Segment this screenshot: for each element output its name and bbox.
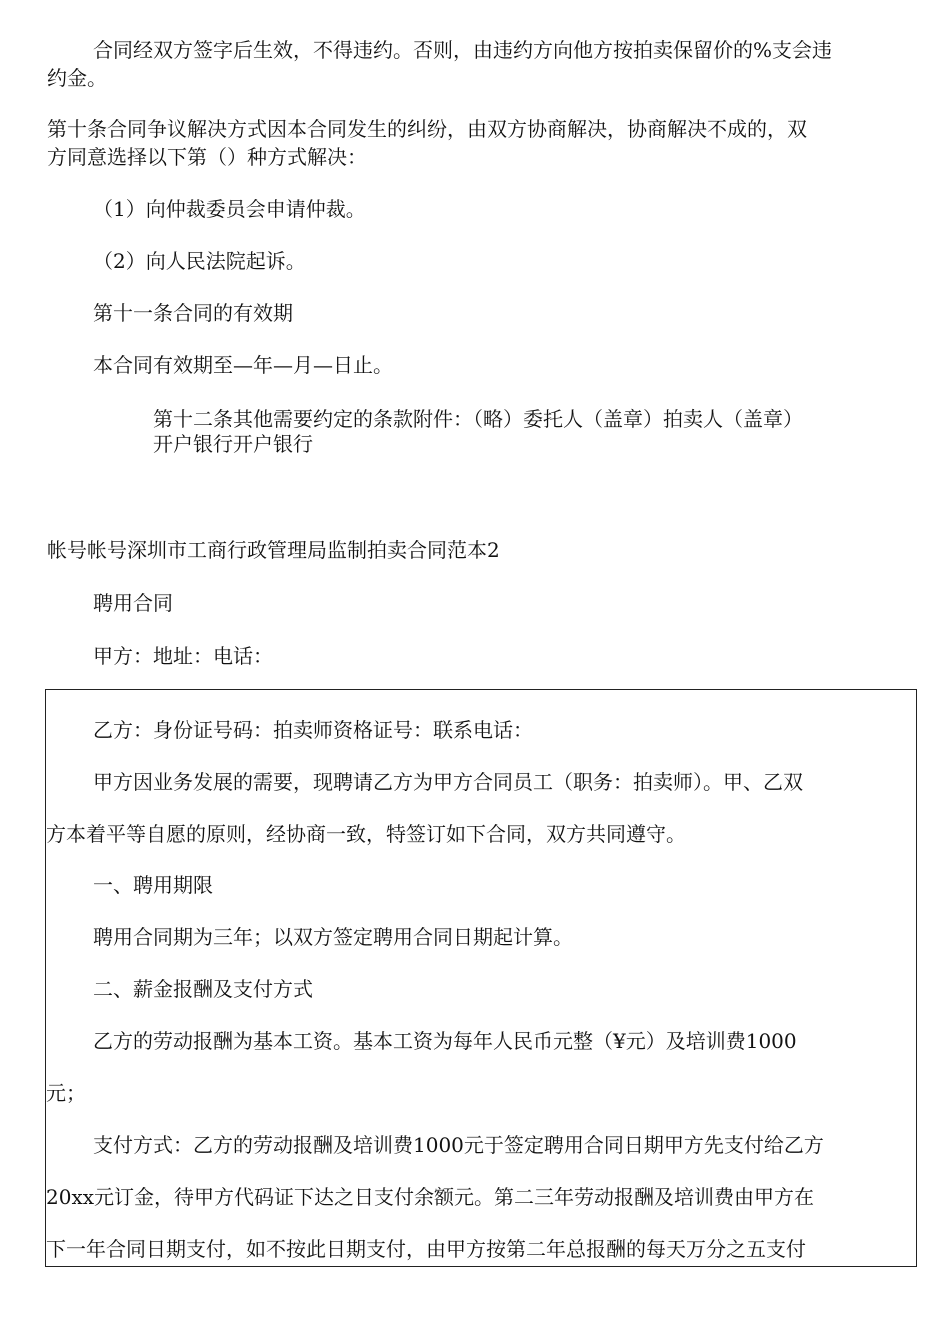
section-title: 一、聘用期限: [93, 873, 213, 897]
paragraph-line: 元；: [46, 1081, 86, 1105]
paragraph-line: 甲方：地址：电话：: [93, 644, 273, 668]
contract-text-box: [45, 689, 917, 1267]
paragraph-line: 方本着平等自愿的原则，经协商一致，特签订如下合同，双方共同遵守。: [46, 822, 686, 846]
paragraph-line: 合同经双方签字后生效，不得违约。否则，由违约方向他方按拍卖保留价的%支会违: [93, 38, 833, 62]
paragraph-line: 第十二条其他需要约定的条款附件：（略）委托人（盖章）拍卖人（盖章）: [153, 407, 803, 431]
paragraph-line: 乙方的劳动报酬为基本工资。基本工资为每年人民币元整（¥元）及培训费1000: [93, 1029, 797, 1053]
contract-title: 聘用合同: [93, 591, 173, 615]
paragraph-line: 约金。: [47, 66, 107, 90]
paragraph-line: 聘用合同期为三年；以双方签定聘用合同日期起计算。: [93, 925, 573, 949]
paragraph-line: 帐号帐号深圳市工商行政管理局监制拍卖合同范本2: [47, 538, 500, 562]
paragraph-line: 方同意选择以下第（）种方式解决：: [47, 145, 367, 169]
option-item: （1）向仲裁委员会申请仲裁。: [93, 197, 366, 221]
paragraph-line: 本合同有效期至—年—月—日止。: [93, 353, 393, 377]
paragraph-line: 20xx元订金，待甲方代码证下达之日支付余额元。第二三年劳动报酬及培训费由甲方在: [46, 1185, 815, 1209]
section-title: 二、薪金报酬及支付方式: [93, 977, 313, 1001]
paragraph-line: 开户银行开户银行: [153, 432, 313, 456]
option-item: （2）向人民法院起诉。: [93, 249, 306, 273]
paragraph-line: 支付方式：乙方的劳动报酬及培训费1000元于签定聘用合同日期甲方先支付给乙方: [93, 1133, 824, 1157]
paragraph-line: 第十条合同争议解决方式因本合同发生的纠纷，由双方协商解决，协商解决不成的，双: [47, 117, 807, 141]
paragraph-line: 甲方因业务发展的需要，现聘请乙方为甲方合同员工（职务：拍卖师）。甲、乙双: [93, 770, 803, 794]
paragraph-line: 下一年合同日期支付，如不按此日期支付，由甲方按第二年总报酬的每天万分之五支付: [46, 1237, 806, 1261]
article-title: 第十一条合同的有效期: [93, 301, 293, 325]
paragraph-line: 乙方：身份证号码：拍卖师资格证号：联系电话：: [93, 718, 533, 742]
